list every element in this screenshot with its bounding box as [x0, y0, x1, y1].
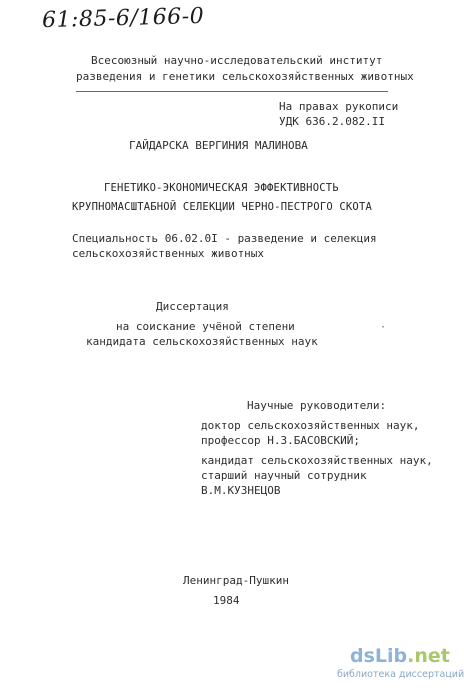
manuscript-rights: На правах рукописи: [279, 100, 399, 113]
supervisor-2-name: В.М.КУЗНЕЦОВ: [201, 484, 281, 497]
institute-line-2: разведения и генетики сельскохозяйственных животных: [76, 70, 414, 83]
supervisors-heading: Научные руководители:: [247, 399, 387, 412]
title-line-2: КРУПНОМАСШТАБНОЙ СЕЛЕКЦИИ ЧЕРНО-ПЕСТРОГО СКОТА: [72, 201, 372, 213]
title-line-1: ГЕНЕТИКО-ЭКОНОМИЧЕСКАЯ ЭФФЕКТИВНОСТЬ: [104, 182, 339, 194]
supervisor-1-degree: доктор сельскохозяйственных наук,: [201, 419, 420, 432]
specialty-line-1: Специальность 06.02.0I - разведение и селекция: [72, 232, 377, 245]
city: Ленинград-Пушкин: [183, 574, 289, 587]
header-divider: [76, 91, 388, 92]
dissertation-degree-field: кандидата сельскохозяйственных наук: [86, 335, 318, 348]
institute-line-1: Всесоюзный научно-исследовательский институт: [91, 54, 383, 67]
year: 1984: [213, 594, 240, 607]
watermark-logo: [350, 645, 450, 667]
specialty-line-2: сельскохозяйственных животных: [72, 247, 265, 260]
supervisor-2-position: старший научный сотрудник: [201, 469, 367, 482]
handwritten-reference: 61:85-6/166-0: [41, 3, 205, 34]
watermark-logo-main: dsLib: [350, 645, 408, 667]
dissertation-degree-line: на соискание учёной степени: [116, 320, 295, 333]
supervisor-2-degree: кандидат сельскохозяйственных наук,: [201, 454, 433, 467]
author-name: ГАЙДАРСКА ВЕРГИНИЯ МАЛИНОВА: [129, 139, 308, 152]
watermark-logo-tld: .net: [407, 645, 450, 667]
watermark-subtitle: библиотека диссертаций: [337, 669, 464, 680]
margin-dot: ·: [380, 322, 387, 333]
supervisor-1-name: профессор Н.З.БАСОВСКИЙ;: [201, 434, 360, 447]
udk-code: УДК 636.2.082.II: [279, 115, 385, 128]
dissertation-label: Диссертация: [156, 300, 229, 313]
